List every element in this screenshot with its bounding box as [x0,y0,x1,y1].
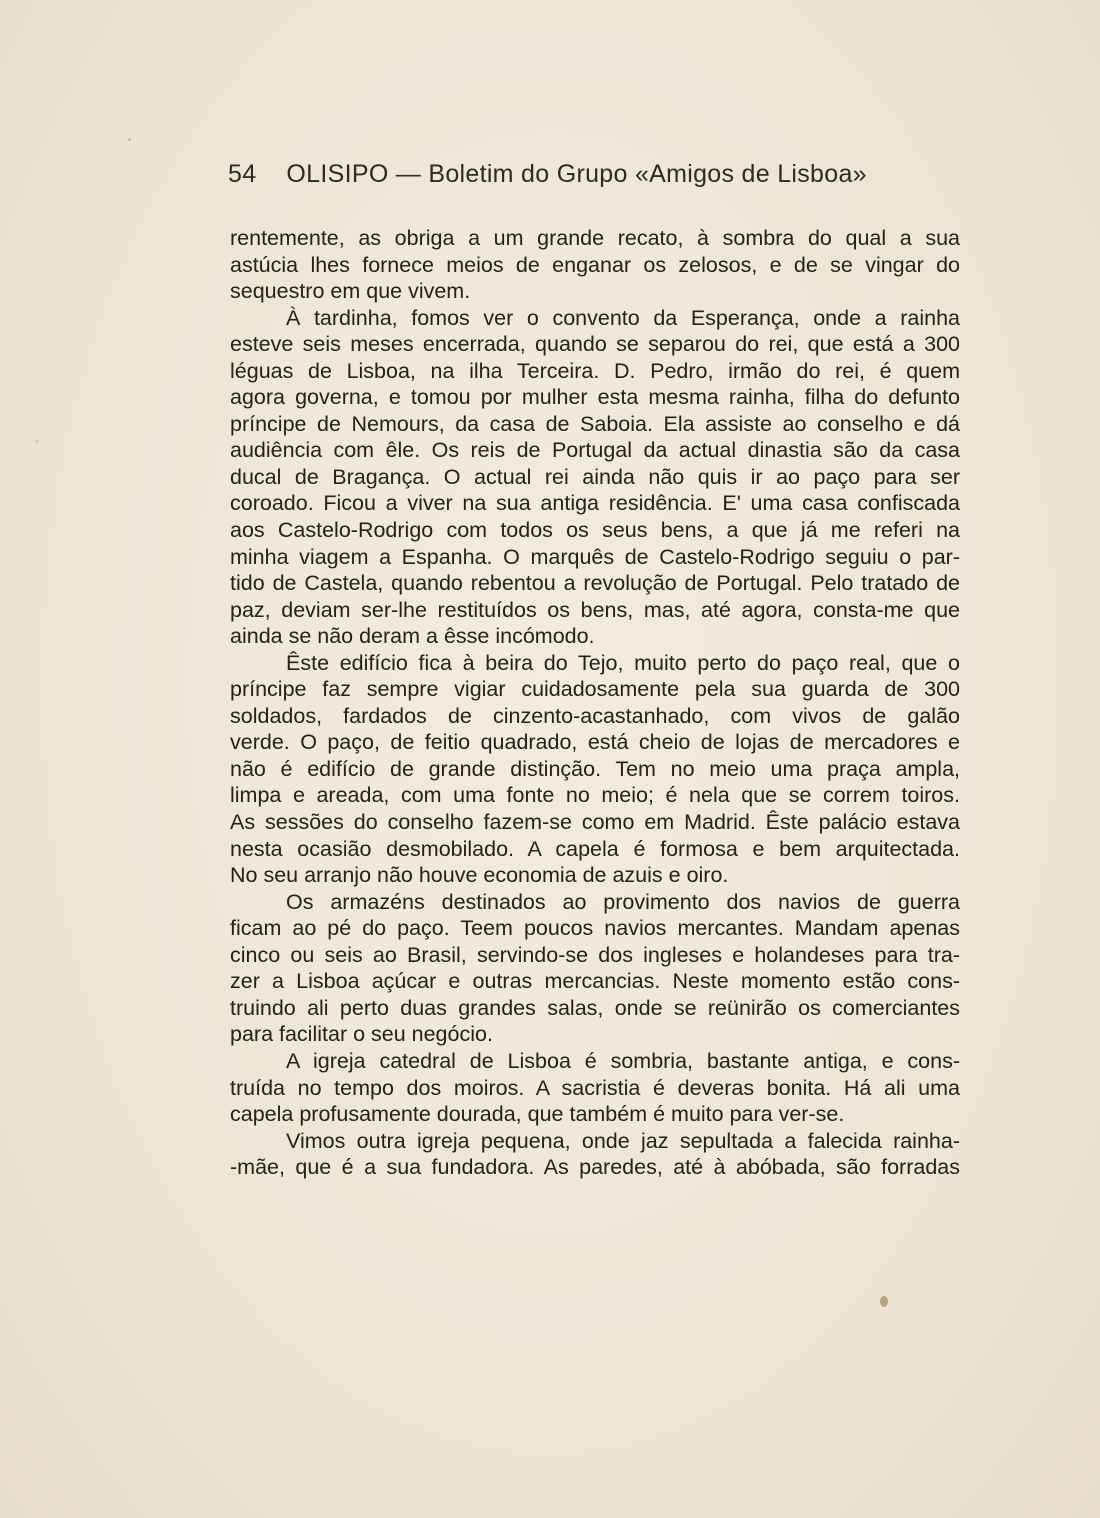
text-line: paz, deviam ser-lhe restituídos os bens, mas, até agora, consta-me que [230,597,960,622]
text-line: ducal de Bragança. O actual rei ainda não quis ir ao paço para ser [230,464,960,489]
text-line: -mãe, que é a sua fundadora. As paredes, até à abóbada, são forradas [230,1155,960,1180]
paper-speck [128,138,131,141]
text-line: Vimos outra igreja pequena, onde jaz sepultada a falecida rainha- [286,1128,960,1153]
text-line: capela profusamente dourada, que também é muito para ver-se. [230,1102,845,1127]
text-line: aos Castelo-Rodrigo com todos os seus bens, a que já me referi na [230,518,960,543]
text-line: astúcia lhes fornece meios de enganar os zelosos, e de se vingar do [230,252,960,277]
paper-stain [880,1296,888,1307]
text-line: ficam ao pé do paço. Teem poucos navios mercantes. Mandam apenas [230,916,960,941]
text-line: ainda se não deram a êsse incómodo. [230,624,595,649]
text-line: cinco ou seis ao Brasil, servindo-se dos ingleses e holandeses para tra- [230,942,960,967]
text-line: audiência com êle. Os reis de Portugal da actual dinastia são da casa [230,438,960,463]
text-line: léguas de Lisboa, na ilha Terceira. D. Pedro, irmão do rei, é quem [230,358,960,383]
paper-speck [36,440,38,443]
text-line: minha viagem a Espanha. O marquês de Castelo-Rodrigo seguiu o par- [230,544,960,569]
text-line: coroado. Ficou a viver na sua antiga residência. E' uma casa confiscada [230,491,960,516]
text-line: truindo ali perto duas grandes salas, onde se reünirão os comerciantes [230,995,960,1020]
text-line: príncipe faz sempre vigiar cuidadosamente pela sua guarda de 300 [230,677,960,702]
text-line: não é edifício de grande distinção. Tem no meio uma praça ampla, [230,756,960,781]
text-line: À tardinha, fomos ver o convento da Esperança, onde a rainha [286,305,960,330]
text-line: soldados, fardados de cinzento-acastanhado, com vivos de galão [230,703,960,728]
running-title: OLISIPO — Boletim do Grupo «Amigos de Lisboa» [286,160,867,188]
text-line: nesta ocasião desmobilado. A capela é formosa e bem arquitectada. [230,836,960,861]
text-line: zer a Lisboa açúcar e outras mercancias. Neste momento estão cons- [230,969,960,994]
page-number: 54 [228,160,257,188]
text-line: A igreja catedral de Lisboa é sombria, bastante antiga, e cons- [286,1048,960,1073]
text-line: limpa e areada, com uma fonte no meio; é nela que se correm toiros. [230,783,960,808]
text-line: No seu arranjo não houve economia de azuis e oiro. [230,863,729,888]
text-line: rentemente, as obriga a um grande recato, à sombra do qual a sua [230,226,960,250]
text-line: esteve seis meses encerrada, quando se separou do rei, que está a 300 [230,332,960,357]
running-header [228,160,928,189]
text-line: para facilitar o seu negócio. [230,1022,493,1047]
body-text [230,225,960,1181]
text-line: verde. O paço, de feitio quadrado, está cheio de lojas de mercadores e [230,730,960,755]
text-line: As sessões do conselho fazem-se como em Madrid. Êste palácio estava [230,810,960,835]
text-line: Os armazéns destinados ao provimento dos navios de guerra [286,889,960,914]
text-line: príncipe de Nemours, da casa de Saboia. Ela assiste ao conselho e dá [230,411,960,436]
text-line: tido de Castela, quando rebentou a revolução de Portugal. Pelo tratado de [230,571,960,596]
text-line: truída no tempo dos moiros. A sacristia é deveras bonita. Há ali uma [230,1075,960,1100]
text-line: agora governa, e tomou por mulher esta mesma rainha, filha do defunto [230,385,960,410]
text-line: sequestro em que vivem. [230,279,471,304]
text-line: Êste edifício fica à beira do Tejo, muito perto do paço real, que o [286,650,960,675]
